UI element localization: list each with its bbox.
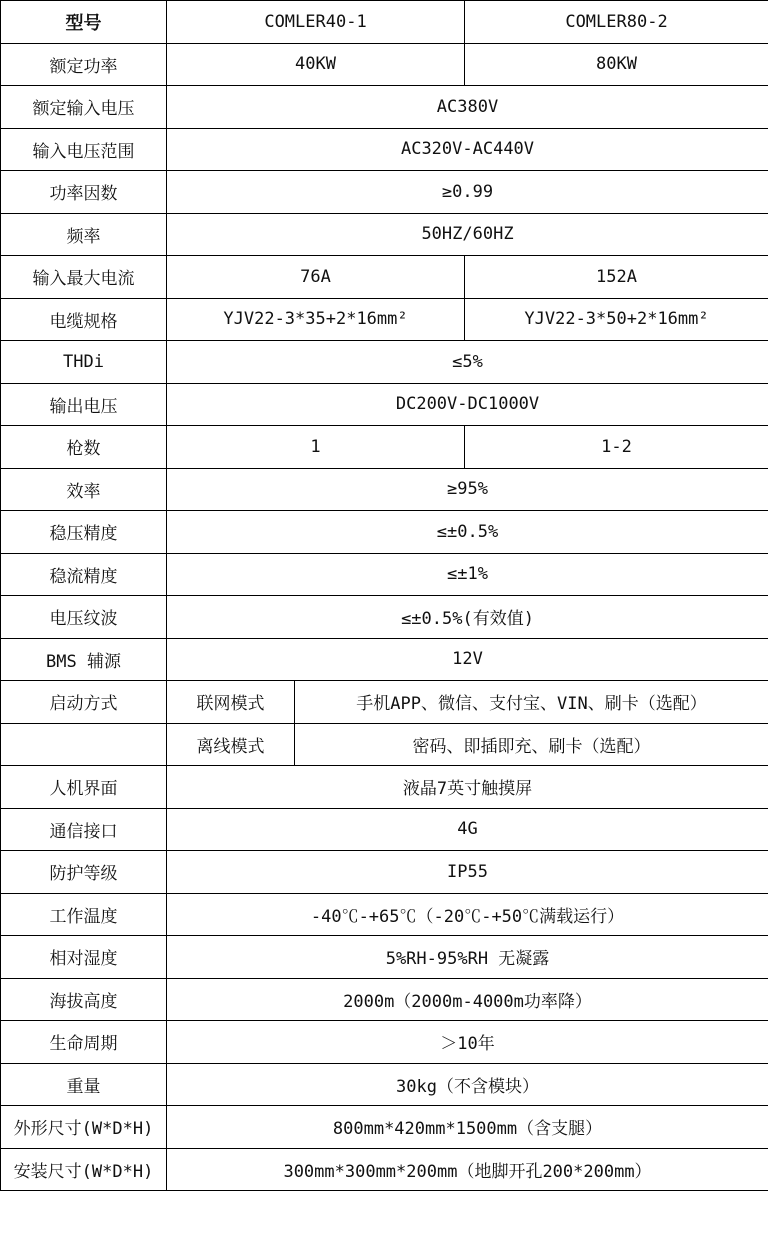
row-value: ≤±0.5% (167, 511, 768, 554)
sub-value-online: 手机APP、微信、支付宝、VIN、刷卡（选配） (295, 681, 768, 724)
row-value: DC200V-DC1000V (167, 383, 768, 426)
row-value: 300mm*300mm*200mm（地脚开孔200*200mm） (167, 1148, 768, 1191)
row-label: 输入电压范围 (1, 128, 167, 171)
row-label: 安装尺寸(W*D*H) (1, 1148, 167, 1191)
sub-label-offline: 离线模式 (167, 723, 295, 766)
row-label: 外形尺寸(W*D*H) (1, 1106, 167, 1149)
row-power-factor (1, 171, 768, 214)
row-lifetime (1, 1021, 768, 1064)
value-b: 152A (465, 256, 768, 299)
row-value: ≥95% (167, 468, 768, 511)
row-cable-spec (1, 298, 768, 341)
row-value: ≤±1% (167, 553, 768, 596)
value-b: YJV22-3*50+2*16mm² (465, 298, 768, 341)
row-value: AC380V (167, 86, 768, 129)
row-value: ＞10年 (167, 1021, 768, 1064)
row-value: 30kg（不含模块） (167, 1063, 768, 1106)
row-outer-size (1, 1106, 768, 1149)
row-label: 输出电压 (1, 383, 167, 426)
row-value: 2000m（2000m-4000m功率降） (167, 978, 768, 1021)
row-label: 启动方式 (1, 681, 167, 724)
row-label: 相对湿度 (1, 936, 167, 979)
value-b: 80KW (465, 43, 768, 86)
row-value: AC320V-AC440V (167, 128, 768, 171)
row-label: 输入最大电流 (1, 256, 167, 299)
sub-value-offline: 密码、即插即充、刷卡（选配） (295, 723, 768, 766)
row-rated-input-voltage (1, 86, 768, 129)
row-current-precision (1, 553, 768, 596)
row-rated-power (1, 43, 768, 86)
row-bms-aux (1, 638, 768, 681)
row-voltage-precision (1, 511, 768, 554)
row-gun-count (1, 426, 768, 469)
row-label: 稳流精度 (1, 553, 167, 596)
row-voltage-ripple (1, 596, 768, 639)
sub-label-online: 联网模式 (167, 681, 295, 724)
header-row (1, 1, 768, 44)
row-label-empty (1, 723, 167, 766)
row-output-voltage (1, 383, 768, 426)
row-efficiency (1, 468, 768, 511)
row-value: IP55 (167, 851, 768, 894)
row-label: 枪数 (1, 426, 167, 469)
row-label: 电压纹波 (1, 596, 167, 639)
row-value: 液晶7英寸触摸屏 (167, 766, 768, 809)
row-label: 频率 (1, 213, 167, 256)
row-label: 电缆规格 (1, 298, 167, 341)
row-label: 生命周期 (1, 1021, 167, 1064)
row-value: 800mm*420mm*1500mm（含支腿） (167, 1106, 768, 1149)
row-value: 4G (167, 808, 768, 851)
row-label: 海拔高度 (1, 978, 167, 1021)
row-value: -40℃-+65℃（-20℃-+50℃满载运行） (167, 893, 768, 936)
value-a: 40KW (167, 43, 465, 86)
row-value: ≤±0.5%(有效值) (167, 596, 768, 639)
model-b: COMLER80-2 (465, 1, 768, 44)
row-input-voltage-range (1, 128, 768, 171)
row-label: 通信接口 (1, 808, 167, 851)
row-weight (1, 1063, 768, 1106)
row-value: ≥0.99 (167, 171, 768, 214)
value-b: 1-2 (465, 426, 768, 469)
row-install-size (1, 1148, 768, 1191)
row-max-input-current (1, 256, 768, 299)
row-label: 效率 (1, 468, 167, 511)
row-altitude (1, 978, 768, 1021)
row-label: 防护等级 (1, 851, 167, 894)
value-a: YJV22-3*35+2*16mm² (167, 298, 465, 341)
row-value: 5%RH-95%RH 无凝露 (167, 936, 768, 979)
row-label: 额定输入电压 (1, 86, 167, 129)
row-comm (1, 808, 768, 851)
row-label: 工作温度 (1, 893, 167, 936)
row-label: THDi (1, 341, 167, 384)
value-a: 76A (167, 256, 465, 299)
value-a: 1 (167, 426, 465, 469)
row-label: 额定功率 (1, 43, 167, 86)
row-protection (1, 851, 768, 894)
row-value: 50HZ/60HZ (167, 213, 768, 256)
row-label: 功率因数 (1, 171, 167, 214)
row-start-mode-online (1, 681, 768, 724)
row-humidity (1, 936, 768, 979)
row-value: ≤5% (167, 341, 768, 384)
row-hmi (1, 766, 768, 809)
row-label: 人机界面 (1, 766, 167, 809)
row-label: BMS 辅源 (1, 638, 167, 681)
row-start-mode-offline (1, 723, 768, 766)
row-label: 重量 (1, 1063, 167, 1106)
row-label: 稳压精度 (1, 511, 167, 554)
row-value: 12V (167, 638, 768, 681)
model-a: COMLER40-1 (167, 1, 465, 44)
row-operating-temp (1, 893, 768, 936)
model-label: 型号 (1, 1, 167, 44)
row-frequency (1, 213, 768, 256)
row-thdi (1, 341, 768, 384)
